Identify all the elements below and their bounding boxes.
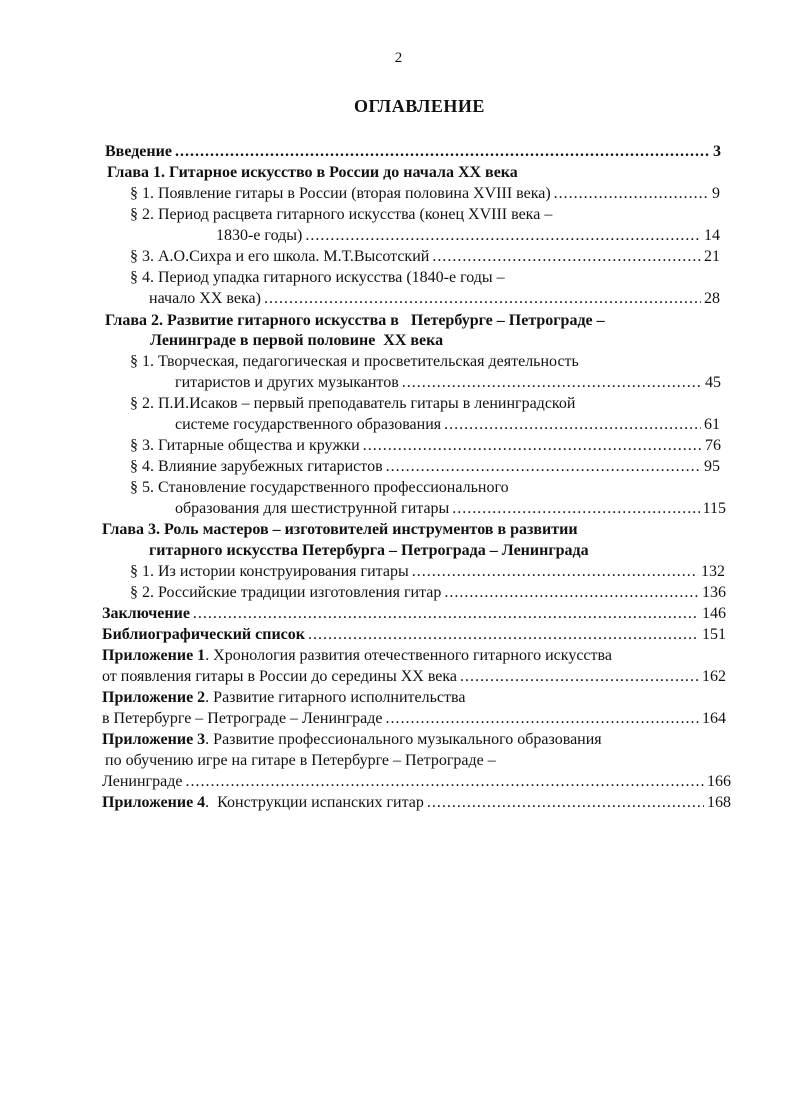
entry-label: от появления гитары в России до середины XX века bbox=[102, 668, 458, 685]
chapter-3-heading-line1: Глава 3. Роль мастеров – изготовителей инструментов в развитии bbox=[102, 521, 578, 538]
leader-dots bbox=[175, 142, 710, 162]
entry-page: 21 bbox=[704, 248, 720, 265]
toc-entry-ch2-s4[interactable] bbox=[130, 457, 720, 477]
toc-entry-ch2-s5-line1[interactable]: § 5. Становление государственного профессионального bbox=[130, 479, 509, 496]
appendix-text: . Хронология развития отечественного гитарного искусства bbox=[205, 647, 612, 664]
toc-entry-ch2-s5[interactable] bbox=[175, 499, 726, 519]
entry-page: 168 bbox=[707, 794, 731, 811]
toc-entry-ch2-s1[interactable] bbox=[175, 373, 721, 393]
entry-page: 45 bbox=[705, 374, 721, 391]
toc-entry-app3-line2[interactable]: по обучению игре на гитаре в Петербурге – Петрограде – bbox=[105, 752, 496, 769]
leader-dots bbox=[432, 247, 701, 267]
toc-entry-ch1-s4[interactable] bbox=[149, 289, 720, 309]
toc-entry-introduction[interactable] bbox=[105, 142, 721, 162]
toc-title: ОГЛАВЛЕНИЕ bbox=[354, 96, 485, 116]
entry-label: Введение bbox=[105, 143, 172, 160]
entry-page: 9 bbox=[712, 185, 720, 202]
leader-dots bbox=[305, 226, 701, 246]
leader-dots bbox=[185, 772, 704, 792]
entry-page: 115 bbox=[702, 500, 726, 517]
chapter-3-heading-line2: гитарного искусства Петербурга – Петрограда – Ленинграда bbox=[149, 542, 589, 559]
leader-dots bbox=[444, 583, 699, 603]
entry-page: 61 bbox=[704, 416, 720, 433]
entry-page: 132 bbox=[701, 563, 725, 580]
appendix-label: Приложение 2 bbox=[102, 689, 206, 706]
entry-label: гитаристов и других музыкантов bbox=[175, 374, 399, 391]
entry-page: 28 bbox=[704, 290, 720, 307]
entry-page: 146 bbox=[702, 605, 726, 622]
leader-dots bbox=[452, 499, 699, 519]
toc-entry-ch2-s1-line1[interactable]: § 1. Творческая, педагогическая и просветительская деятельность bbox=[130, 353, 579, 370]
entry-label: § 2. Российские традиции изготовления гитар bbox=[130, 584, 442, 601]
leader-dots bbox=[444, 415, 701, 435]
entry-page: 14 bbox=[704, 227, 720, 244]
entry-label: 1830-е годы) bbox=[216, 227, 303, 244]
toc-entry-app3-line1[interactable] bbox=[102, 730, 602, 750]
leader-dots bbox=[402, 373, 702, 393]
page-number: 2 bbox=[394, 50, 403, 66]
entry-label bbox=[102, 793, 424, 813]
entry-page: 151 bbox=[702, 626, 726, 643]
entry-label: § 4. Влияние зарубежных гитаристов bbox=[130, 458, 383, 475]
leader-dots bbox=[412, 562, 698, 582]
toc-entry-ch3-s2[interactable] bbox=[130, 583, 726, 603]
entry-label: системе государственного образования bbox=[175, 416, 442, 433]
entry-label: § 3. Гитарные общества и кружки bbox=[130, 437, 360, 454]
leader-dots bbox=[386, 457, 701, 477]
appendix-label: Приложение 4 bbox=[102, 794, 206, 811]
chapter-1-heading: Глава 1. Гитарное искусство в России до начала XX века bbox=[107, 164, 518, 181]
toc-entry-app2[interactable] bbox=[102, 709, 726, 729]
entry-page: 162 bbox=[702, 668, 726, 685]
toc-entry-ch2-s2[interactable] bbox=[175, 415, 720, 435]
chapter-2-heading-line1: Глава 2. Развитие гитарного искусства в Петербурге – Петрограде – bbox=[105, 312, 605, 329]
toc-entry-ch2-s2-line1[interactable]: § 2. П.И.Исаков – первый преподаватель гитары в ленинградской bbox=[130, 395, 576, 412]
entry-page: 95 bbox=[704, 458, 720, 475]
appendix-label: Приложение 1 bbox=[102, 647, 206, 664]
toc-entry-ch1-s1[interactable] bbox=[130, 184, 720, 204]
appendix-text: . Развитие профессионального музыкального образования bbox=[205, 731, 602, 748]
entry-page: 164 bbox=[702, 710, 726, 727]
toc-entry-app4[interactable] bbox=[102, 793, 731, 813]
entry-label: Заключение bbox=[102, 605, 190, 622]
leader-dots bbox=[264, 289, 701, 309]
entry-label: в Петербурге – Петрограде – Ленинграде bbox=[102, 710, 383, 727]
entry-label: Библиографический список bbox=[102, 626, 305, 643]
toc-entry-ch1-s4-line1[interactable]: § 4. Период упадка гитарного искусства (1840-е годы – bbox=[130, 269, 505, 286]
leader-dots bbox=[385, 709, 699, 729]
entry-label: Ленинграде bbox=[102, 773, 183, 790]
leader-dots bbox=[193, 604, 699, 624]
entry-label: § 3. А.О.Сихра и его школа. М.Т.Высотский bbox=[130, 248, 430, 265]
chapter-2-heading-line2: Ленинграде в первой половине XX века bbox=[150, 332, 444, 349]
toc-entry-ch1-s2[interactable] bbox=[216, 226, 720, 246]
toc-entry-app1[interactable] bbox=[102, 667, 726, 687]
entry-page: 76 bbox=[705, 437, 721, 454]
toc-entry-app1-line1[interactable] bbox=[102, 646, 612, 666]
appendix-label: Приложение 3 bbox=[102, 731, 206, 748]
toc-entry-ch3-s1[interactable] bbox=[130, 562, 725, 582]
leader-dots bbox=[363, 436, 702, 456]
entry-page: 3 bbox=[713, 143, 721, 160]
entry-page: 136 bbox=[702, 584, 726, 601]
leader-dots bbox=[427, 793, 704, 813]
entry-label: начало XX века) bbox=[149, 290, 261, 307]
toc-entry-ch1-s2-line1[interactable]: § 2. Период расцвета гитарного искусства (конец XVIII века – bbox=[130, 206, 553, 223]
entry-label: § 1. Появление гитары в России (вторая половина XVIII века) bbox=[130, 185, 551, 202]
toc-entry-app3[interactable] bbox=[102, 772, 731, 792]
toc-entry-ch2-s3[interactable] bbox=[130, 436, 721, 456]
entry-page: 166 bbox=[707, 773, 731, 790]
leader-dots bbox=[554, 184, 709, 204]
toc-entry-app2-line1[interactable] bbox=[102, 688, 465, 708]
toc-entry-conclusion[interactable] bbox=[102, 604, 726, 624]
toc-entry-ch1-s3[interactable] bbox=[130, 247, 720, 267]
appendix-text: . Конструкции испанских гитар bbox=[205, 794, 424, 811]
leader-dots bbox=[460, 667, 699, 687]
entry-label: образования для шестиструнной гитары bbox=[175, 500, 450, 517]
toc-entry-bibliography[interactable] bbox=[102, 625, 726, 645]
appendix-text: . Развитие гитарного исполнительства bbox=[205, 689, 466, 706]
leader-dots bbox=[308, 625, 699, 645]
entry-label: § 1. Из истории конструирования гитары bbox=[130, 563, 409, 580]
